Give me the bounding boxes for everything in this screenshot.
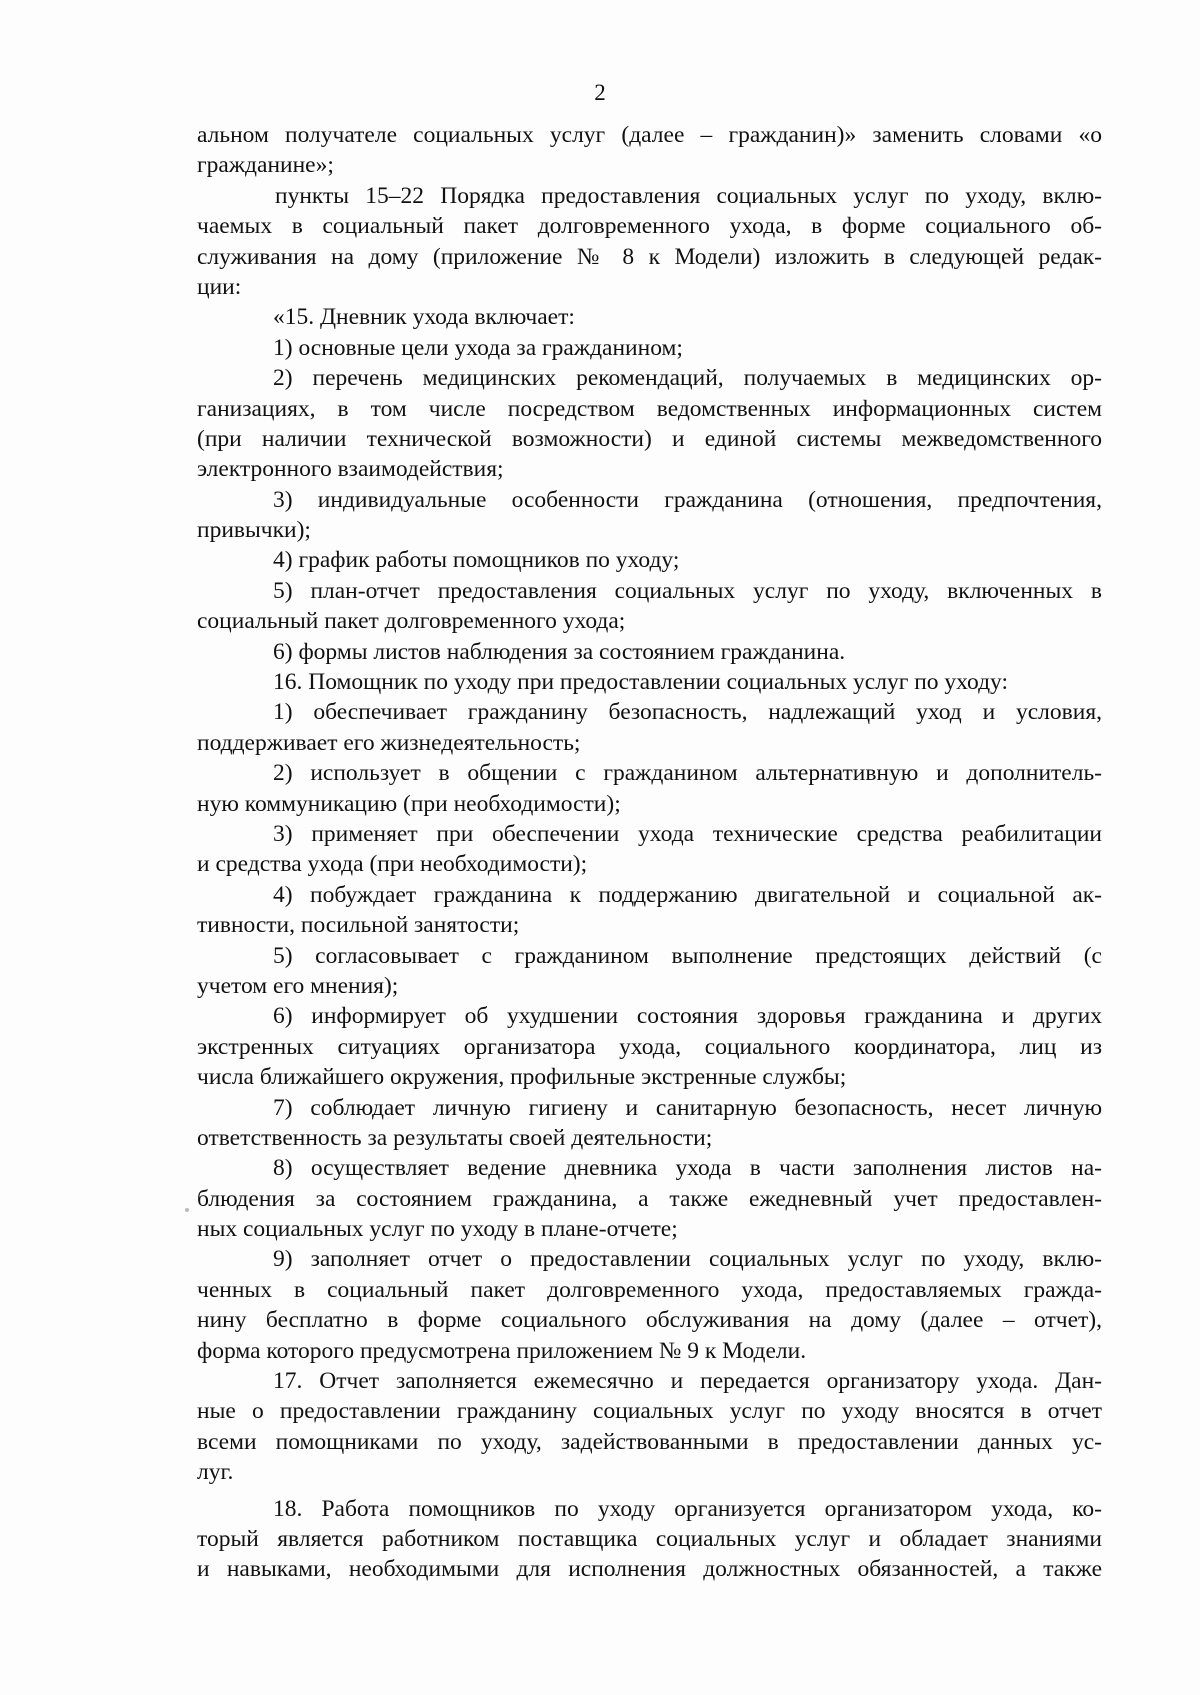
text-line: блюдения за состоянием гражданина, а также ежедневный учет предоставлен- (197, 1185, 1102, 1212)
text-line: 18. Работа помощников по уходу организуется организатором ухода, ко- (273, 1495, 1102, 1522)
text-line: пункты 15–22 Порядка предоставления социальных услуг по уходу, вклю- (275, 182, 1102, 209)
text-line: тивности, посильной занятости; (197, 912, 520, 939)
text-line: 5) согласовывает с гражданином выполнение предстоящих действий (с (273, 942, 1102, 969)
text-line: ганизациях, в том числе посредством ведомственных информационных систем (197, 395, 1102, 422)
text-line: ченных в социальный пакет долговременного ухода, предоставляемых гражда- (197, 1276, 1102, 1303)
text-line: форма которого предусмотрена приложением № 9 к Модели. (197, 1337, 807, 1364)
text-line: «15. Дневник ухода включает: (273, 304, 575, 331)
text-line: 17. Отчет заполняется ежемесячно и передается организатору ухода. Дан- (273, 1368, 1102, 1395)
text-line: 1) основные цели ухода за гражданином; (273, 334, 683, 361)
text-line: 4) график работы помощников по уходу; (273, 547, 680, 574)
text-line: социальный пакет долговременного ухода; (197, 608, 626, 635)
text-line: 6) информирует об ухудшении состояния здоровья гражданина и других (273, 1003, 1102, 1030)
text-line: ных социальных услуг по уходу в плане-отчете; (197, 1216, 678, 1243)
text-line: 3) индивидуальные особенности гражданина (отношения, предпочтения, (273, 486, 1102, 513)
text-line: ции: (197, 273, 242, 300)
text-line: 1) обеспечивает гражданину безопасность, надлежащий уход и условия, (273, 699, 1102, 726)
document-body (197, 120, 1102, 1585)
text-line: 7) соблюдает личную гигиену и санитарную безопасность, несет личную (273, 1094, 1102, 1121)
text-line: ответственность за результаты своей деятельности; (197, 1124, 713, 1151)
text-line: привычки); (197, 517, 311, 544)
text-line: 5) план-отчет предоставления социальных услуг по уходу, включенных в (273, 577, 1102, 604)
text-line: нину бесплатно в форме социального обслуживания на дому (далее – отчет), (197, 1307, 1102, 1334)
text-line: 4) побуждает гражданина к поддержанию двигательной и социальной ак- (273, 881, 1102, 908)
text-line: поддерживает его жизнедеятельность; (197, 729, 581, 756)
text-line: торый является работником поставщика социальных услуг и обладает знаниями (197, 1525, 1102, 1552)
text-line: луг. (197, 1459, 234, 1486)
text-line: ную коммуникацию (при необходимости); (197, 790, 621, 817)
text-line: 9) заполняет отчет о предоставлении социальных услуг по уходу, вклю- (273, 1246, 1102, 1273)
text-line: 16. Помощник по уходу при предоставлении социальных услуг по уходу: (273, 669, 1009, 696)
text-line: 3) применяет при обеспечении ухода технические средства реабилитации (273, 820, 1102, 847)
text-line: числа ближайшего окружения, профильные экстренные службы; (197, 1064, 847, 1091)
scan-speck (185, 1208, 189, 1212)
text-line: чаемых в социальный пакет долговременного ухода, в форме социального об- (197, 213, 1102, 240)
text-line: 8) осуществляет ведение дневника ухода в части заполнения листов на- (273, 1155, 1102, 1182)
text-line: электронного взаимодействия; (197, 456, 504, 483)
text-line: служивания на дому (приложение № 8 к Модели) изложить в следующей редак- (197, 243, 1102, 270)
text-line: альном получателе социальных услуг (далее – гражданин)» заменить словами «о (197, 122, 1102, 148)
text-line: учетом его мнения); (197, 972, 399, 999)
text-line: всеми помощниками по уходу, задействованными в предоставлении данных ус- (197, 1428, 1102, 1455)
text-line: 6) формы листов наблюдения за состоянием гражданина. (273, 638, 846, 665)
text-line: и средства ухода (при необходимости); (197, 851, 588, 878)
text-line: 2) использует в общении с гражданином альтернативную и дополнитель- (273, 760, 1102, 787)
text-line: и навыками, необходимыми для исполнения должностных обязанностей, а также (197, 1556, 1102, 1583)
text-line: экстренных ситуациях организатора ухода, социального координатора, лиц из (197, 1033, 1102, 1060)
text-line: ные о предоставлении гражданину социальных услуг по уходу вносятся в отчет (197, 1398, 1102, 1425)
text-line: гражданине»; (197, 152, 334, 179)
page-number: 2 (594, 80, 606, 105)
text-line: (при наличии технической возможности) и единой системы межведомственного (197, 425, 1102, 452)
text-line: 2) перечень медицинских рекомендаций, получаемых в медицинских ор- (273, 365, 1102, 392)
